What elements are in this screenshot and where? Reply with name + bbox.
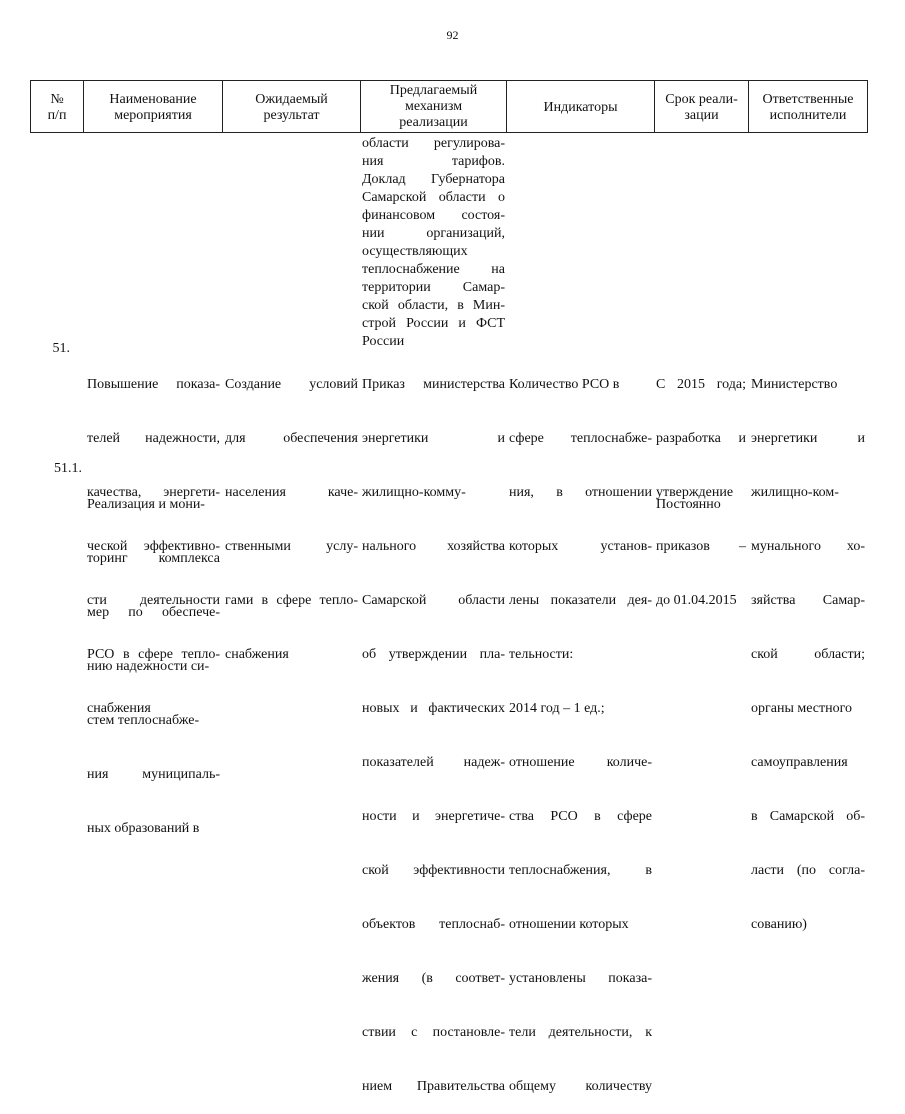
header-mechanism: Предлагаемый механизм реализации	[389, 83, 478, 130]
row-51-1-name: Реализация и мони- торинг комплекса мер по обеспече- нию надежности си- стем теплоснабже- ния муниципаль- ных образований в	[87, 497, 220, 836]
row-51-result: Создание условий для обеспечения населения каче- ственными услу- гами в сфере тепло- снабжения	[225, 377, 358, 662]
header-result: Ожидаемый результат	[255, 92, 328, 123]
row-51-name: Повышение показа- телей надежности, качества, энергети- ческой эффективно- сти деятельности РСО в сфере тепло- снабжения	[87, 377, 220, 716]
header-name: Наименование мероприятия	[109, 92, 197, 123]
row-51-1-deadline: Постоянно	[656, 497, 721, 512]
header-bottom-rule	[30, 132, 868, 133]
row-51-1-number: 51.1.	[54, 461, 82, 476]
header-indicators: Индикаторы	[543, 100, 618, 115]
col-divider	[867, 80, 868, 133]
row-51-responsible: Министерство энергетики и жилищно-ком- мунального хо- зяйства Самар- ской области; органы местного самоуправления в Самарской об- ласти (по согла- сованию)	[751, 377, 865, 932]
page-number: 92	[446, 28, 459, 42]
mechanism-continuation: области регулирова- ния тарифов. Доклад Губернатора Самарской области о финансовом состоя- нии организаций, осуществляющих теплоснабжение на территории Самар- ской области, в Мин- строй России и ФСТ России	[362, 136, 505, 349]
header-top-rule	[30, 80, 868, 81]
row-51-number: 51.	[52, 341, 70, 356]
row-51-indicators: Количество РСО в сфере теплоснабже- ния, в отношении которых установ- лены показатели дея- тельности: 2014 год – 1 ед.; отношение количе- ства РСО в сфере теплоснабжения, в отношении которых установлены показа- тели деятельности, к общему количеству	[509, 377, 652, 1094]
header-responsible: Ответственные исполнители	[762, 92, 854, 123]
header-num: № п/п	[47, 92, 67, 123]
row-51-mechanism: Приказ министерства энергетики и жилищно-комму- нального хозяйства Самарской области об утверждении пла- новых и фактических показателей надеж- ности и энергетиче- ской эффективности объектов теплоснаб- жения (в соответ- ствии с постановле- нием Правительства	[362, 377, 505, 1094]
header-deadline: Срок реали- зации	[665, 92, 738, 123]
row-51-deadline: С 2015 года; разработка и утверждение приказов – до 01.04.2015	[656, 377, 746, 608]
